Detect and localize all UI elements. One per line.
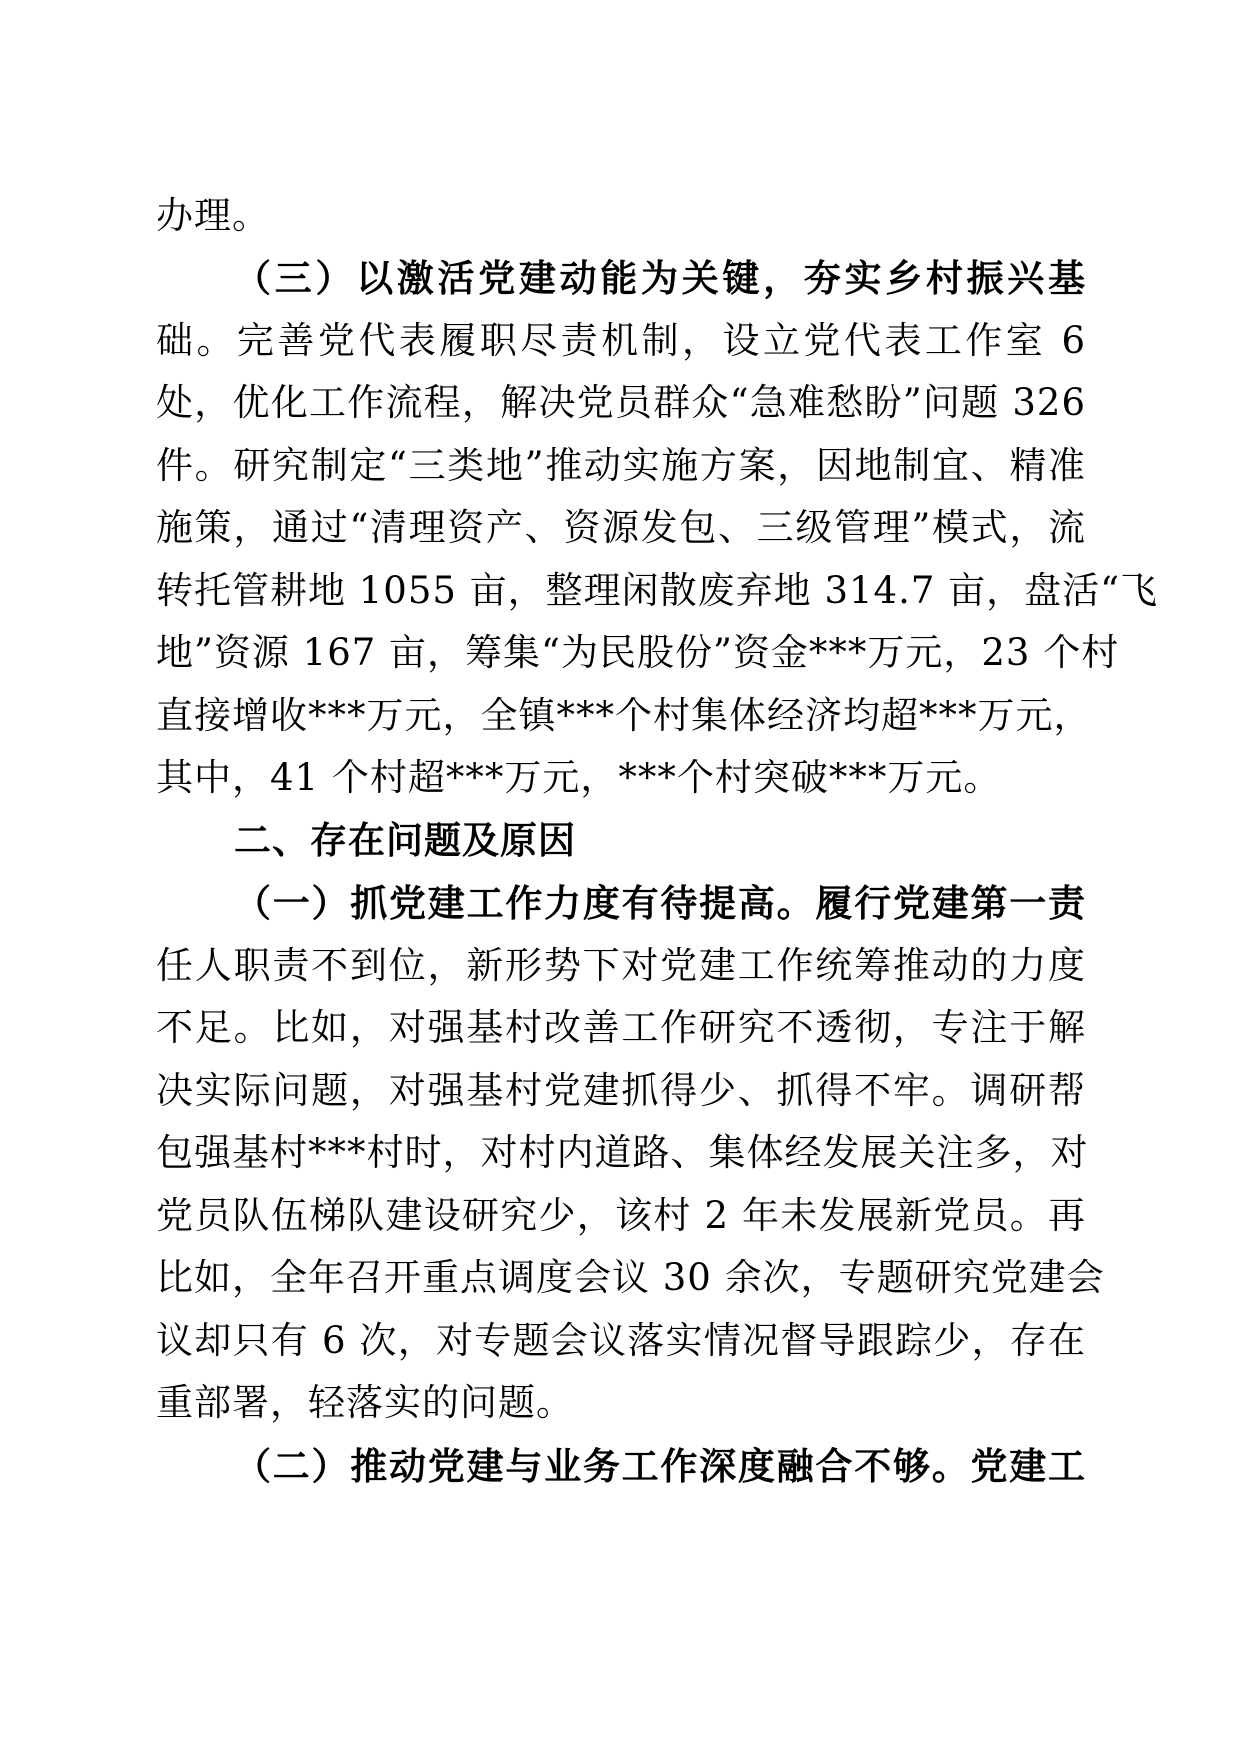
section-title: （二）推动党建与业务工作深度融合不够。党建工 [234, 1444, 1086, 1488]
text-line: 处，优化工作流程，解决党员群众“急难愁盼”问题 326 [156, 381, 1086, 424]
text-line: 不足。比如，对强基村改善工作研究不透彻，专注于解 [156, 1006, 1086, 1049]
text-line: 地”资源 167 亩，筹集“为民股份”资金***万元，23 个村 [156, 631, 1120, 674]
text-line: 办理。 [156, 194, 270, 237]
text-line: 础。完善党代表履职尽责机制，设立党代表工作室 6 [156, 319, 1086, 362]
text-line: 比如，全年召开重点调度会议 30 余次，专题研究党建会 [156, 1256, 1105, 1299]
text-line: 重部署，轻落实的问题。 [156, 1381, 574, 1424]
text-line: 直接增收***万元，全镇***个村集体经济均超***万元， [156, 694, 1092, 737]
text-line: 施策，通过“清理资产、资源发包、三级管理”模式，流 [156, 506, 1086, 549]
text-line: 其中，41 个村超***万元，***个村突破***万元。 [156, 756, 1002, 799]
text-line: 党员队伍梯队建设研究少，该村 2 年未发展新党员。再 [156, 1194, 1086, 1237]
text-line: 件。研究制定“三类地”推动实施方案，因地制宜、精准 [156, 444, 1086, 487]
section-title: （三）以激活党建动能为关键，夯实乡村振兴基 [234, 256, 1086, 300]
text-line: 决实际问题，对强基村党建抓得少、抓得不牢。调研帮 [156, 1069, 1086, 1112]
section-title: （一）抓党建工作力度有待提高。履行党建第一责 [234, 881, 1086, 925]
text-line: 任人职责不到位，新形势下对党建工作统筹推动的力度 [156, 944, 1086, 987]
section-heading: 二、存在问题及原因 [234, 819, 576, 862]
text-line: 议却只有 6 次，对专题会议落实情况督导跟踪少，存在 [156, 1319, 1086, 1362]
text-line: 包强基村***村时，对村内道路、集体经发展关注多，对 [156, 1131, 1089, 1174]
text-line: 转托管耕地 1055 亩，整理闲散废弃地 314.7 亩，盘活“飞 [156, 569, 1159, 612]
